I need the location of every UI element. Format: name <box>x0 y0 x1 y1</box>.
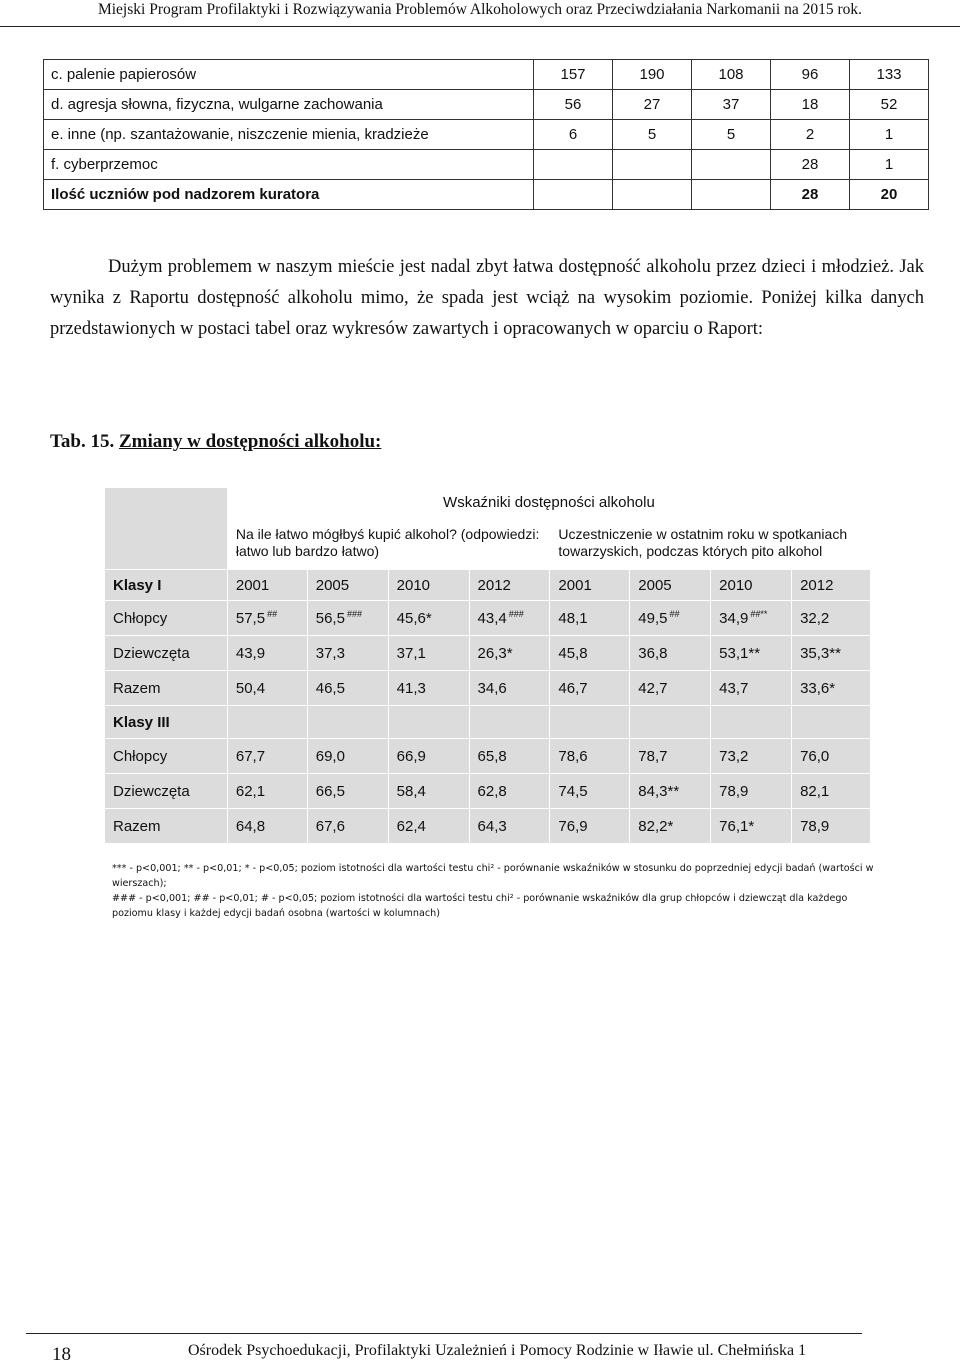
table-cell <box>227 636 307 671</box>
table-cell <box>630 671 711 706</box>
table-cell <box>692 180 771 210</box>
table-caption-text: Zmiany w dostępności alkoholu: <box>119 431 382 452</box>
year-header: 2012 <box>469 570 550 601</box>
cell-value: 37,3 <box>315 644 345 662</box>
table-cell <box>792 601 871 636</box>
table-row <box>44 150 929 180</box>
table-cell <box>792 809 871 844</box>
table-caption <box>50 431 381 453</box>
cell-value: 62,4 <box>396 817 426 835</box>
cell-value: 41,3 <box>396 679 426 697</box>
table-cell: 190 <box>613 60 692 90</box>
table-cell <box>792 739 871 774</box>
body-paragraph <box>50 252 924 345</box>
table-row <box>105 671 871 706</box>
cell-value: 45,6* <box>396 609 432 627</box>
table-row <box>105 774 871 809</box>
table-cell: 157 <box>534 60 613 90</box>
table-cell <box>630 636 711 671</box>
cell-value: 56,5 <box>315 610 345 627</box>
cell-value: 78,9 <box>719 782 749 800</box>
table-cell <box>307 739 388 774</box>
table-cell <box>227 671 307 706</box>
cell-value: 46,5 <box>315 679 345 697</box>
cell-value: 36,8 <box>638 644 668 662</box>
significance-marker: ## <box>267 609 278 619</box>
footnote-line-2: ### - p<0,001; ## - p<0,01; # - p<0,05; poziom istotności dla wartości testu chi² - porównanie wskaźników dla grup chłopców i dziewcząt dla każdego poziomu klasy i każdej edycji badań osobna (wartości w kolumnach) <box>112 893 848 919</box>
empty-cell <box>227 706 307 739</box>
cell-value: 76,0 <box>800 747 830 765</box>
cell-value: 33,6* <box>800 679 836 697</box>
table-cell <box>711 671 792 706</box>
cell-value: 62,1 <box>235 782 266 800</box>
table-cell: 52 <box>850 90 929 120</box>
table-cell: 18 <box>771 90 850 120</box>
cell-value: 43,4 <box>477 610 507 627</box>
table-cell <box>307 671 388 706</box>
table-cell <box>469 739 550 774</box>
cell-value: 48,1 <box>558 609 588 627</box>
cell-value: 82,2* <box>638 817 674 835</box>
table-cell <box>692 150 771 180</box>
cell-value: 67,7 <box>235 747 266 765</box>
year-header: 2012 <box>792 570 871 601</box>
cell-value: 66,5 <box>315 782 345 800</box>
cell-value: 26,3* <box>477 644 513 662</box>
table-cell <box>469 671 550 706</box>
table-cell <box>227 739 307 774</box>
cell-value: 46,7 <box>558 679 588 697</box>
year-header: 2005 <box>630 570 711 601</box>
table-cell <box>630 739 711 774</box>
table-cell <box>388 809 469 844</box>
table-cell: 96 <box>771 60 850 90</box>
table-cell <box>711 636 792 671</box>
table-cell: 28 <box>771 150 850 180</box>
table-cell <box>613 180 692 210</box>
table-cell <box>711 739 792 774</box>
cell-value: 42,7 <box>638 679 668 697</box>
cell-value: 74,5 <box>558 782 588 800</box>
table-row <box>105 636 871 671</box>
table-cell <box>227 601 307 636</box>
table-cell <box>534 150 613 180</box>
table-row <box>105 739 871 774</box>
empty-cell <box>550 706 630 739</box>
table-cell <box>550 774 630 809</box>
cell-value: 84,3** <box>638 782 680 800</box>
table-cell <box>550 739 630 774</box>
table-cell <box>469 636 550 671</box>
cell-value: 64,3 <box>477 817 507 835</box>
significance-marker: ### <box>508 609 524 619</box>
row-label: c. palenie papierosów <box>44 60 534 90</box>
top-statistics-table <box>43 59 929 210</box>
table-row <box>105 809 871 844</box>
indicators-header: Wskaźniki dostępności alkoholu <box>227 488 870 517</box>
year-header: 2010 <box>388 570 469 601</box>
page-number: 18 <box>52 1344 71 1365</box>
table-cell <box>792 671 871 706</box>
table-cell: 20 <box>850 180 929 210</box>
row-label: Razem <box>105 809 228 844</box>
section-row <box>105 706 871 739</box>
table-cell: 2 <box>771 120 850 150</box>
empty-cell <box>711 706 792 739</box>
cell-value: 58,4 <box>396 782 426 800</box>
table-cell <box>388 636 469 671</box>
cell-value: 50,4 <box>235 679 266 697</box>
cell-value: 43,7 <box>719 679 749 697</box>
empty-cell <box>630 706 711 739</box>
cell-value: 67,6 <box>315 817 345 835</box>
table-cell <box>711 809 792 844</box>
empty-cell <box>792 706 871 739</box>
cell-value: 35,3** <box>800 644 841 662</box>
table-cell <box>307 774 388 809</box>
table-cell <box>534 180 613 210</box>
table-cell <box>550 671 630 706</box>
cell-value: 69,0 <box>315 747 345 765</box>
table-cell: 6 <box>534 120 613 150</box>
table-cell <box>388 739 469 774</box>
cell-value: 43,9 <box>235 644 266 662</box>
table-cell <box>792 774 871 809</box>
table-cell: 56 <box>534 90 613 120</box>
table-cell <box>711 601 792 636</box>
table-cell <box>469 774 550 809</box>
footnote-line-1: *** - p<0,001; ** - p<0,01; * - p<0,05; poziom istotności dla wartości testu chi² - porównanie wskaźników w stosunku do poprzedniej edycji badań (wartości w wierszach); <box>112 863 874 889</box>
cell-value: 32,2 <box>800 609 830 627</box>
table-footnote <box>112 861 882 921</box>
table-row <box>44 120 929 150</box>
corner-cell <box>105 488 228 570</box>
table-cell: 28 <box>771 180 850 210</box>
cell-value: 57,5 <box>235 610 266 627</box>
table-cell: 108 <box>692 60 771 90</box>
cell-value: 66,9 <box>396 747 426 765</box>
cell-value: 34,9 <box>719 610 749 627</box>
document-header: Miejski Program Profilaktyki i Rozwiązywania Problemów Alkoholowych oraz Przeciwdziałania Narkomanii na 2015 rok. <box>97 1 863 18</box>
cell-value: 53,1** <box>719 644 761 662</box>
footer-text: Ośrodek Psychoedukacji, Profilaktyki Uzależnień i Pomocy Rodzinie w Iławie ul. Chełmińska 1 <box>188 1342 807 1359</box>
row-label: d. agresja słowna, fizyczna, wulgarne zachowania <box>44 90 534 120</box>
table-cell <box>307 601 388 636</box>
row-label: f. cyberprzemoc <box>44 150 534 180</box>
cell-value: 78,9 <box>800 817 830 835</box>
header-divider <box>0 26 960 27</box>
table-cell <box>307 636 388 671</box>
section-label-klasy-iii: Klasy III <box>105 706 228 739</box>
row-label: Dziewczęta <box>105 774 228 809</box>
cell-value: 37,1 <box>396 644 426 662</box>
table-row <box>44 180 929 210</box>
significance-marker: ##** <box>750 609 768 619</box>
footer-divider <box>26 1333 862 1334</box>
empty-cell <box>469 706 550 739</box>
row-label: Dziewczęta <box>105 636 228 671</box>
group1-header: Na ile łatwo mógłbyś kupić alkohol? (odpowiedzi: łatwo lub bardzo łatwo) <box>227 517 550 570</box>
table-row <box>44 60 929 90</box>
row-label: Chłopcy <box>105 739 228 774</box>
table-cell: 5 <box>613 120 692 150</box>
table-row <box>105 601 871 636</box>
table-cell <box>469 809 550 844</box>
table-number: Tab. 15. <box>50 431 115 452</box>
table-cell <box>711 774 792 809</box>
cell-value: 65,8 <box>477 747 507 765</box>
cell-value: 49,5 <box>638 610 668 627</box>
cell-value: 76,1* <box>719 817 755 835</box>
cell-value: 76,9 <box>558 817 588 835</box>
table-cell <box>388 601 469 636</box>
table-cell: 133 <box>850 60 929 90</box>
cell-value: 82,1 <box>800 782 830 800</box>
cell-value: 45,8 <box>558 644 588 662</box>
cell-value: 78,7 <box>638 747 668 765</box>
table-cell <box>550 809 630 844</box>
row-label: e. inne (np. szantażowanie, niszczenie mienia, kradzieże <box>44 120 534 150</box>
table-cell <box>630 601 711 636</box>
cell-value: 64,8 <box>235 817 266 835</box>
table-cell <box>227 774 307 809</box>
table-cell <box>792 636 871 671</box>
table-cell: 5 <box>692 120 771 150</box>
table-cell <box>469 601 550 636</box>
group2-header: Uczestniczenie w ostatnim roku w spotkaniach towarzyskich, podczas których pito alkohol <box>550 517 871 570</box>
cell-value: 73,2 <box>719 747 749 765</box>
alcohol-availability-table <box>104 487 871 844</box>
table-cell <box>550 636 630 671</box>
year-header: 2010 <box>711 570 792 601</box>
table-cell: 27 <box>613 90 692 120</box>
significance-marker: ## <box>669 609 680 619</box>
table-cell <box>613 150 692 180</box>
year-header: 2001 <box>227 570 307 601</box>
significance-marker: ### <box>346 609 362 619</box>
table-cell: 37 <box>692 90 771 120</box>
table-cell: 1 <box>850 150 929 180</box>
table-cell <box>388 774 469 809</box>
empty-cell <box>388 706 469 739</box>
table-cell <box>307 809 388 844</box>
year-header: 2001 <box>550 570 630 601</box>
row-label: Chłopcy <box>105 601 228 636</box>
cell-value: 78,6 <box>558 747 588 765</box>
cell-value: 34,6 <box>477 679 507 697</box>
table-cell: 1 <box>850 120 929 150</box>
cell-value: 62,8 <box>477 782 507 800</box>
table-cell <box>550 601 630 636</box>
table-cell <box>630 774 711 809</box>
row-label: Razem <box>105 671 228 706</box>
table-cell <box>630 809 711 844</box>
year-header: 2005 <box>307 570 388 601</box>
section-label-klasy-i: Klasy I <box>105 570 228 601</box>
table-cell <box>227 809 307 844</box>
table-cell <box>388 671 469 706</box>
empty-cell <box>307 706 388 739</box>
paragraph-text: Dużym problemem w naszym mieście jest nadal zbyt łatwa dostępność alkoholu przez dzieci i młodzież. Jak wynika z Raportu dostępność alkoholu mimo, że spada jest wciąż na wysokim poziomie. Poniżej kilka danych przedstawionych w postaci tabel oraz wykresów zawartych i opracowanych w oparciu o Raport: <box>50 257 924 339</box>
row-label: Ilość uczniów pod nadzorem kuratora <box>44 180 534 210</box>
year-header-row <box>105 570 871 601</box>
table-row <box>44 90 929 120</box>
